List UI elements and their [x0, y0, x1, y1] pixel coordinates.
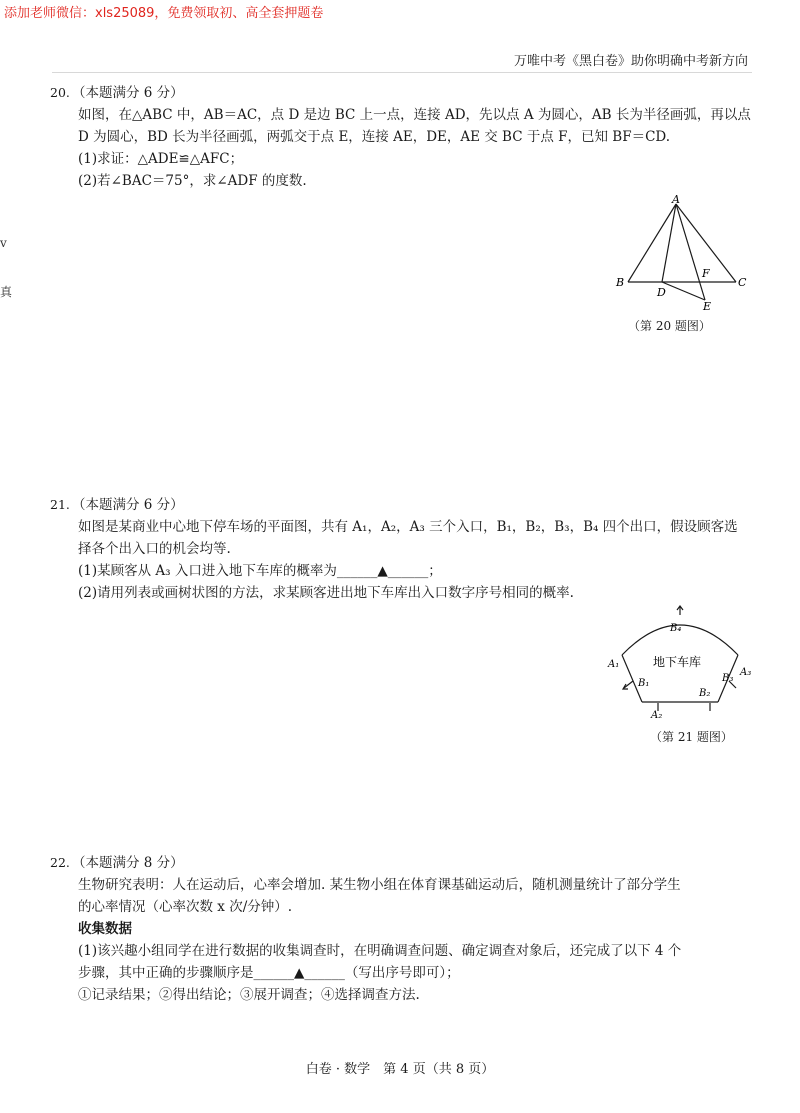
label-B: B — [616, 276, 625, 289]
label-A1: A₁ — [608, 659, 620, 670]
garage-title: 地下车库 — [653, 655, 702, 669]
label-A: A — [672, 193, 680, 206]
figure-20-caption: （第 20 题图） — [628, 319, 711, 333]
label-A3: A₃ — [740, 667, 752, 678]
question-line: 如图，在△ABC 中，AB＝AC，点 D 是边 BC 上一点，连接 AD，先以点 A 为圆心，AB 长为半径画弧，再以点 — [78, 107, 751, 123]
question-line: (2)若∠BAC＝75°，求∠ADF 的度数. — [78, 173, 307, 189]
question-number: 21. — [50, 497, 70, 512]
question-line: (1)某顾客从 A₃ 入口进入地下车库的概率为______▲______； — [78, 563, 442, 579]
figure-20-triangle — [610, 192, 760, 317]
question-21 — [50, 494, 752, 604]
question-line: 如图是某商业中心地下停车场的平面图，共有 A₁，A₂，A₃ 三个入口，B₁，B₂，B₃，B₄ 四个出口，假设顾客选 — [78, 519, 738, 535]
question-line: 步骤，其中正确的步骤顺序是______▲______（写出序号即可）； — [78, 965, 460, 981]
question-head: （本题满分 6 分） — [72, 85, 184, 101]
label-B4: B₄ — [670, 623, 682, 634]
question-head: （本题满分 8 分） — [72, 855, 184, 871]
figure-21-parking-plan — [600, 603, 760, 723]
question-line: 生物研究表明：人在运动后，心率会增加. 某生物小组在体育课基础运动后，随机测量统计了部分学生 — [78, 877, 681, 893]
label-A2: A₂ — [651, 710, 663, 721]
question-22 — [50, 852, 752, 1006]
label-B1: B₁ — [638, 678, 650, 689]
question-number: 22. — [50, 855, 70, 870]
question-20 — [50, 82, 752, 192]
edge-mark: v — [0, 236, 7, 250]
label-D: D — [657, 286, 666, 299]
section-heading: 收集数据 — [78, 921, 132, 937]
question-line: (1)该兴趣小组同学在进行数据的收集调查时，在明确调查问题、确定调查对象后，还完成了以下 4 个 — [78, 943, 682, 959]
label-B3: B₃ — [722, 673, 734, 684]
edge-mark: 真 — [0, 285, 13, 299]
label-F: F — [702, 267, 710, 280]
label-C: C — [738, 276, 747, 289]
question-line: 的心率情况（心率次数 x 次/分钟）. — [78, 899, 293, 915]
label-B2: B₂ — [699, 688, 711, 699]
figure-21-caption: （第 21 题图） — [650, 730, 733, 744]
question-number: 20. — [50, 85, 70, 100]
question-line: D 为圆心，BD 长为半径画弧，两弧交于点 E，连接 AE，DE，AE 交 BC 于点 F，已知 BF＝CD. — [78, 129, 671, 145]
question-line: 择各个出入口的机会均等. — [78, 541, 231, 557]
header-divider — [52, 72, 752, 73]
question-head: （本题满分 6 分） — [72, 497, 184, 513]
page-footer: 白卷 · 数学 第 4 页（共 8 页） — [305, 1062, 495, 1077]
watermark-text: 添加老师微信：xls25089，免费领取初、高全套押题卷 — [4, 6, 324, 21]
question-line: (1)求证：△ADE≌△AFC； — [78, 151, 244, 167]
question-line: (2)请用列表或画树状图的方法，求某顾客进出地下车库出入口数字序号相同的概率. — [78, 585, 574, 601]
header-brand: 万唯中考《黑白卷》助你明确中考新方向 — [514, 54, 749, 69]
question-line: ①记录结果；②得出结论；③展开调查；④选择调查方法. — [78, 987, 420, 1003]
label-E: E — [703, 300, 712, 313]
